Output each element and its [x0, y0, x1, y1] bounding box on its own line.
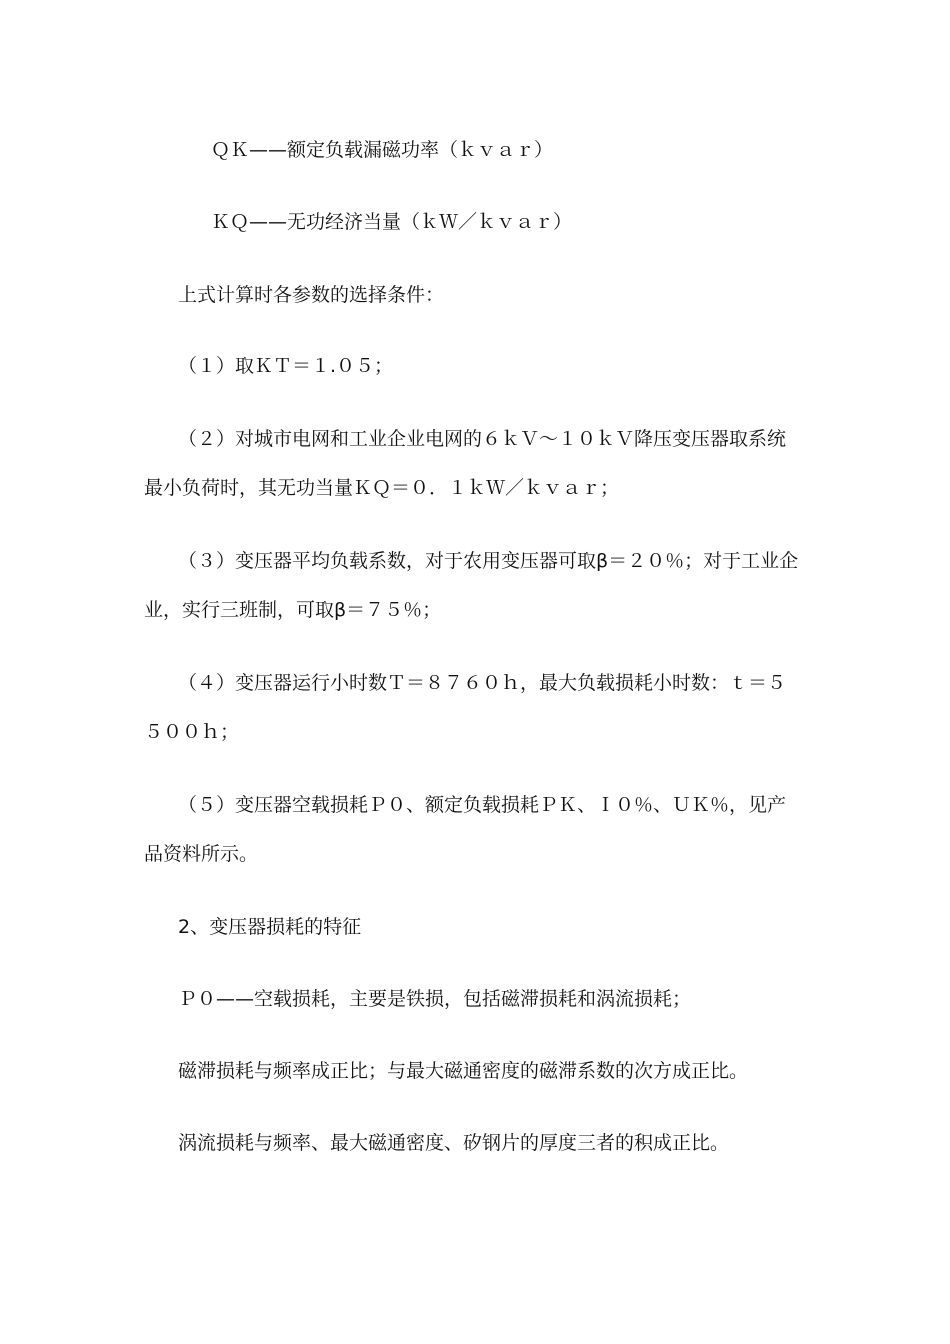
definition-kq: ＫＱ——无功经济当量（ｋＷ／ｋｖａｒ）: [211, 211, 573, 233]
condition-4-line-1: （４）变压器运行小时数Ｔ＝８７６０ｈ，最大负载损耗小时数：ｔ＝５: [178, 672, 787, 694]
condition-2-line-2: 最小负荷时，其无功当量ＫＱ＝０．１ｋＷ／ｋｖａｒ；: [144, 477, 620, 499]
condition-2-line-1: （２）对城市电网和工业企业电网的６ｋＶ～１０ｋＶ降压变压器取系统: [178, 428, 787, 450]
condition-1: （１）取ＫＴ＝１.０５；: [178, 355, 394, 377]
definition-qk: ＱＫ——额定负载漏磁功率（ｋｖａｒ）: [211, 139, 554, 161]
definition-p0: Ｐ０——空载损耗，主要是铁损，包括磁滞损耗和涡流损耗；: [178, 988, 692, 1010]
parameter-conditions-heading: 上式计算时各参数的选择条件：: [178, 284, 445, 306]
condition-3-line-1: （３）变压器平均负载系数，对于农用变压器可取β＝２０％；对于工业企: [178, 550, 799, 572]
condition-5-line-2: 品资料所示。: [144, 843, 259, 865]
eddy-current-loss-text: 涡流损耗与频率、最大磁通密度、矽钢片的厚度三者的积成正比。: [178, 1132, 730, 1154]
condition-4-line-2: ５００ｈ；: [144, 721, 240, 743]
hysteresis-loss-text: 磁滞损耗与频率成正比；与最大磁通密度的磁滞系数的次方成正比。: [178, 1060, 749, 1082]
section-heading-loss-characteristics: 2、变压器损耗的特征: [178, 916, 362, 938]
condition-5-line-1: （５）变压器空载损耗Ｐ０、额定负载损耗ＰＫ、Ｉ０％、ＵＫ％，见产: [178, 794, 787, 816]
condition-3-line-2: 业，实行三班制，可取β＝７５％；: [144, 599, 442, 621]
